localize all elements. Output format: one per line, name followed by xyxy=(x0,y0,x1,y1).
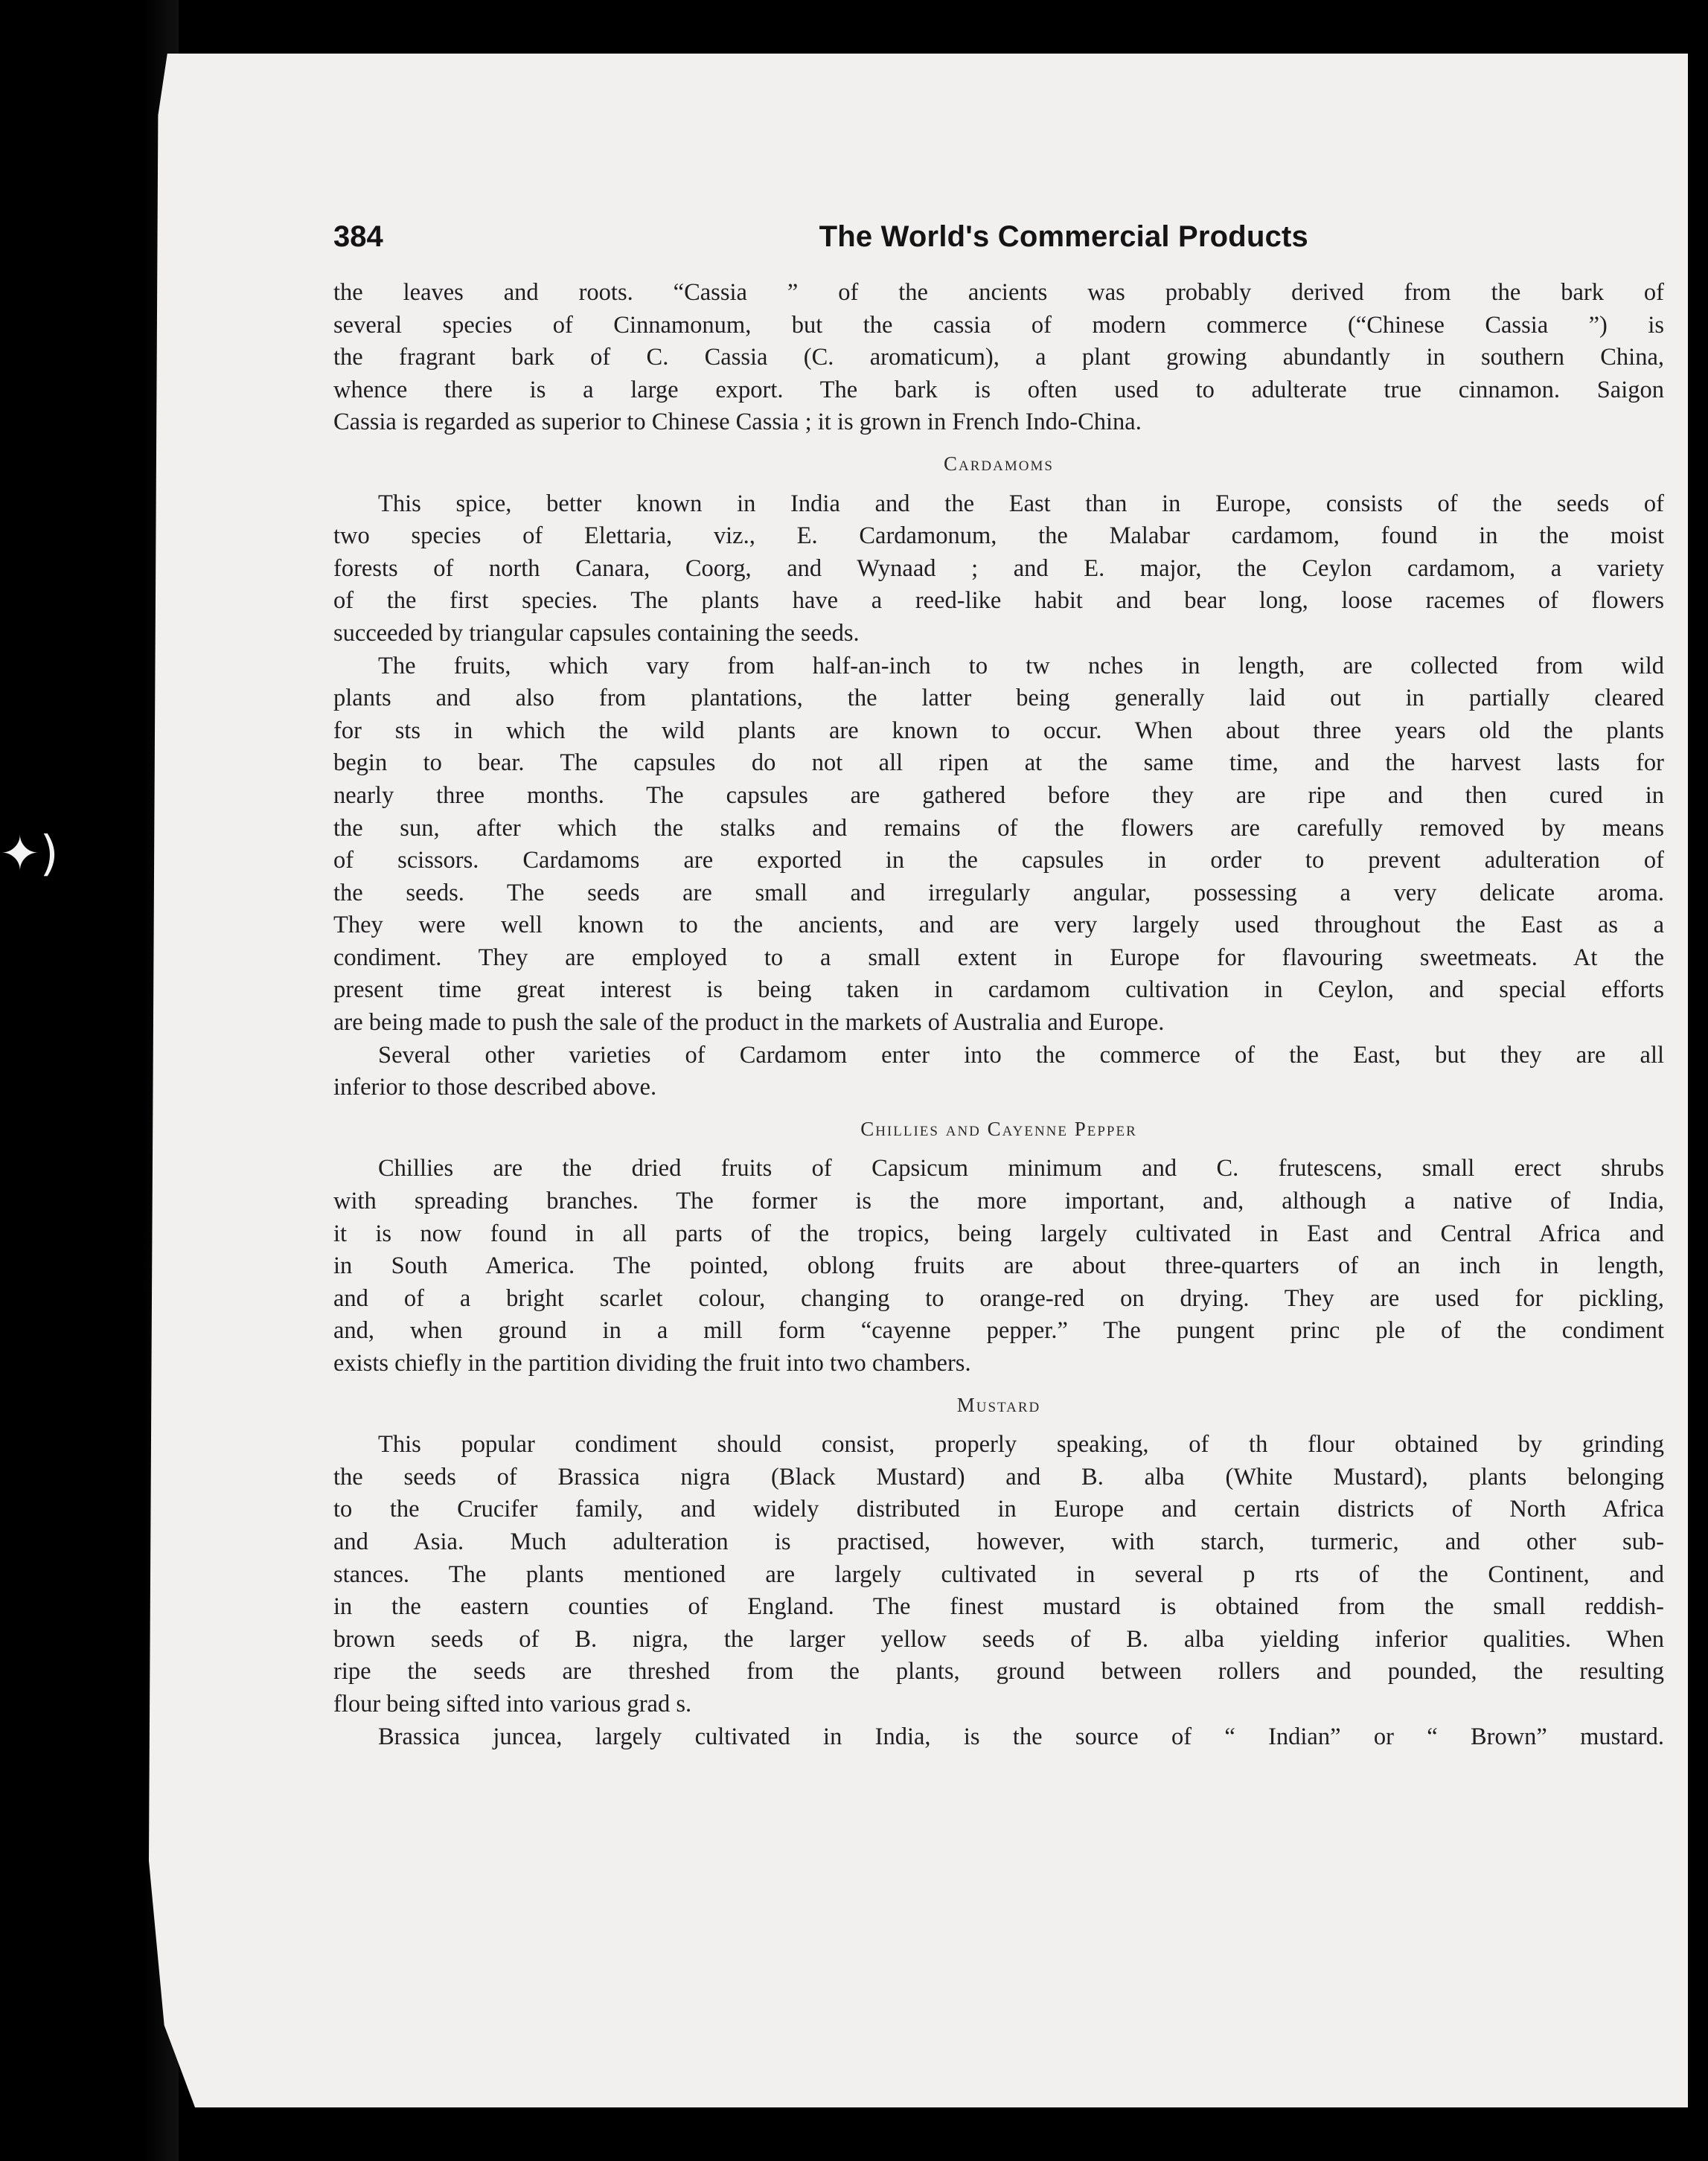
text-line: nearly three months. The capsules are gathered before they are ripe and then cured in xyxy=(333,781,1664,809)
text-line: of scissors. Cardamoms are exported in the capsules in order to prevent adulteration of xyxy=(333,847,1664,874)
text-line: for sts in which the wild plants are known to occur. When about three years old the plants xyxy=(333,717,1664,744)
text-line: the fragrant bark of C. Cassia (C. aromaticum), a plant growing abundantly in southern China, xyxy=(333,344,1664,371)
intro-paragraph xyxy=(333,277,1664,439)
text-line: and Asia. Much adulteration is practised, however, with starch, turmeric, and other sub- xyxy=(333,1528,1664,1555)
text-line: Chillies are the dried fruits of Capsicum minimum and C. frutescens, small erect shrubs xyxy=(378,1155,1664,1182)
text-line: with spreading branches. The former is the more important, and, although a native of India, xyxy=(333,1188,1664,1215)
text-line: stances. The plants mentioned are largely cultivated in several p rts of the Continent, and xyxy=(333,1560,1664,1588)
text-line: plants and also from plantations, the latter being generally laid out in partially cleared xyxy=(333,685,1664,712)
text-line: Brassica juncea, largely cultivated in India, is the source of “ Indian” or “ Brown” mustard. xyxy=(378,1723,1664,1750)
text-line: They were well known to the ancients, and are very largely used throughout the East as a xyxy=(333,912,1664,939)
text-line: and of a bright scarlet colour, changing to orange-red on drying. They are used for pickling, xyxy=(333,1284,1664,1312)
body-text xyxy=(333,277,1664,1753)
section-heading-mustard: Mustard xyxy=(956,1393,1041,1416)
text-line: several species of Cinnamonum, but the cassia of modern commerce (“Chinese Cassia ”) is xyxy=(333,311,1664,339)
mustard-section xyxy=(333,1429,1664,1753)
text-line: Several other varieties of Cardamom enter into the commerce of the East, but they are all xyxy=(378,1041,1664,1069)
running-head xyxy=(333,220,1308,265)
text-line: to the Crucifer family, and widely distributed in Europe and certain districts of North Africa xyxy=(333,1496,1664,1523)
text-line: the seeds. The seeds are small and irregularly angular, possessing a very delicate aroma. xyxy=(333,879,1664,906)
text-line: Cassia is regarded as superior to Chinese Cassia ; it is grown in French Indo-China. xyxy=(333,409,1142,436)
text-line: the seeds of Brassica nigra (Black Mustard) and B. alba (White Mustard), plants belonging xyxy=(333,1463,1664,1491)
text-line: inferior to those described above. xyxy=(333,1074,657,1101)
binding-mark: ✦) xyxy=(0,827,59,882)
text-line: succeeded by triangular capsules containing the seeds. xyxy=(333,619,860,647)
text-line: in the eastern counties of England. The finest mustard is obtained from the small reddish- xyxy=(333,1593,1664,1621)
section-heading-chillies: Chillies and Cayenne Pepper xyxy=(860,1117,1137,1140)
text-line: ripe the seeds are threshed from the plants, ground between rollers and pounded, the resulting xyxy=(333,1658,1664,1685)
text-line: the leaves and roots. “Cassia ” of the ancients was probably derived from the bark of xyxy=(333,279,1664,306)
text-line: forests of north Canara, Coorg, and Wynaad ; and E. major, the Ceylon cardamom, a variety xyxy=(333,554,1664,582)
chillies-section xyxy=(333,1153,1664,1380)
text-line: present time great interest is being taken in cardamom cultivation in Ceylon, and special efforts xyxy=(333,976,1664,1004)
book-title: The World's Commercial Products xyxy=(819,220,1308,253)
text-line: whence there is a large export. The bark is often used to adulterate true cinnamon. Saigon xyxy=(333,376,1664,403)
text-line: exists chiefly in the partition dividing the fruit into two chambers. xyxy=(333,1350,971,1377)
page-number: 384 xyxy=(333,220,383,253)
text-line: of the first species. The plants have a reed-like habit and bear long, loose racemes of flowers xyxy=(333,587,1664,615)
text-line: and, when ground in a mill form “cayenne pepper.” The pungent princ ple of the condiment xyxy=(333,1317,1664,1345)
text-line: are being made to push the sale of the product in the markets of Australia and Europe. xyxy=(333,1009,1165,1037)
text-line: brown seeds of B. nigra, the larger yellow seeds of B. alba yielding inferior qualities. When xyxy=(333,1625,1664,1653)
text-line: in South America. The pointed, oblong fruits are about three-quarters of an inch in length, xyxy=(333,1252,1664,1280)
cardamoms-section xyxy=(333,488,1664,1104)
text-line: The fruits, which vary from half-an-inch to tw nches in length, are collected from wild xyxy=(378,652,1664,679)
section-heading-cardamoms: Cardamoms xyxy=(944,452,1054,475)
text-line: begin to bear. The capsules do not all ripen at the same time, and the harvest lasts for xyxy=(333,749,1664,777)
text-line: flour being sifted into various grad s. xyxy=(333,1690,692,1717)
text-line: the sun, after which the stalks and remains of the flowers are carefully removed by means xyxy=(333,814,1664,842)
text-line: This spice, better known in India and the East than in Europe, consists of the seeds of xyxy=(378,490,1664,517)
text-line: This popular condiment should consist, properly speaking, of th flour obtained by grinding xyxy=(378,1431,1664,1459)
text-line: condiment. They are employed to a small extent in Europe for flavouring sweetmeats. At the xyxy=(333,944,1664,971)
text-line: two species of Elettaria, viz., E. Cardamonum, the Malabar cardamom, found in the moist xyxy=(333,522,1664,550)
text-line: it is now found in all parts of the tropics, being largely cultivated in East and Central Africa and xyxy=(333,1220,1664,1247)
